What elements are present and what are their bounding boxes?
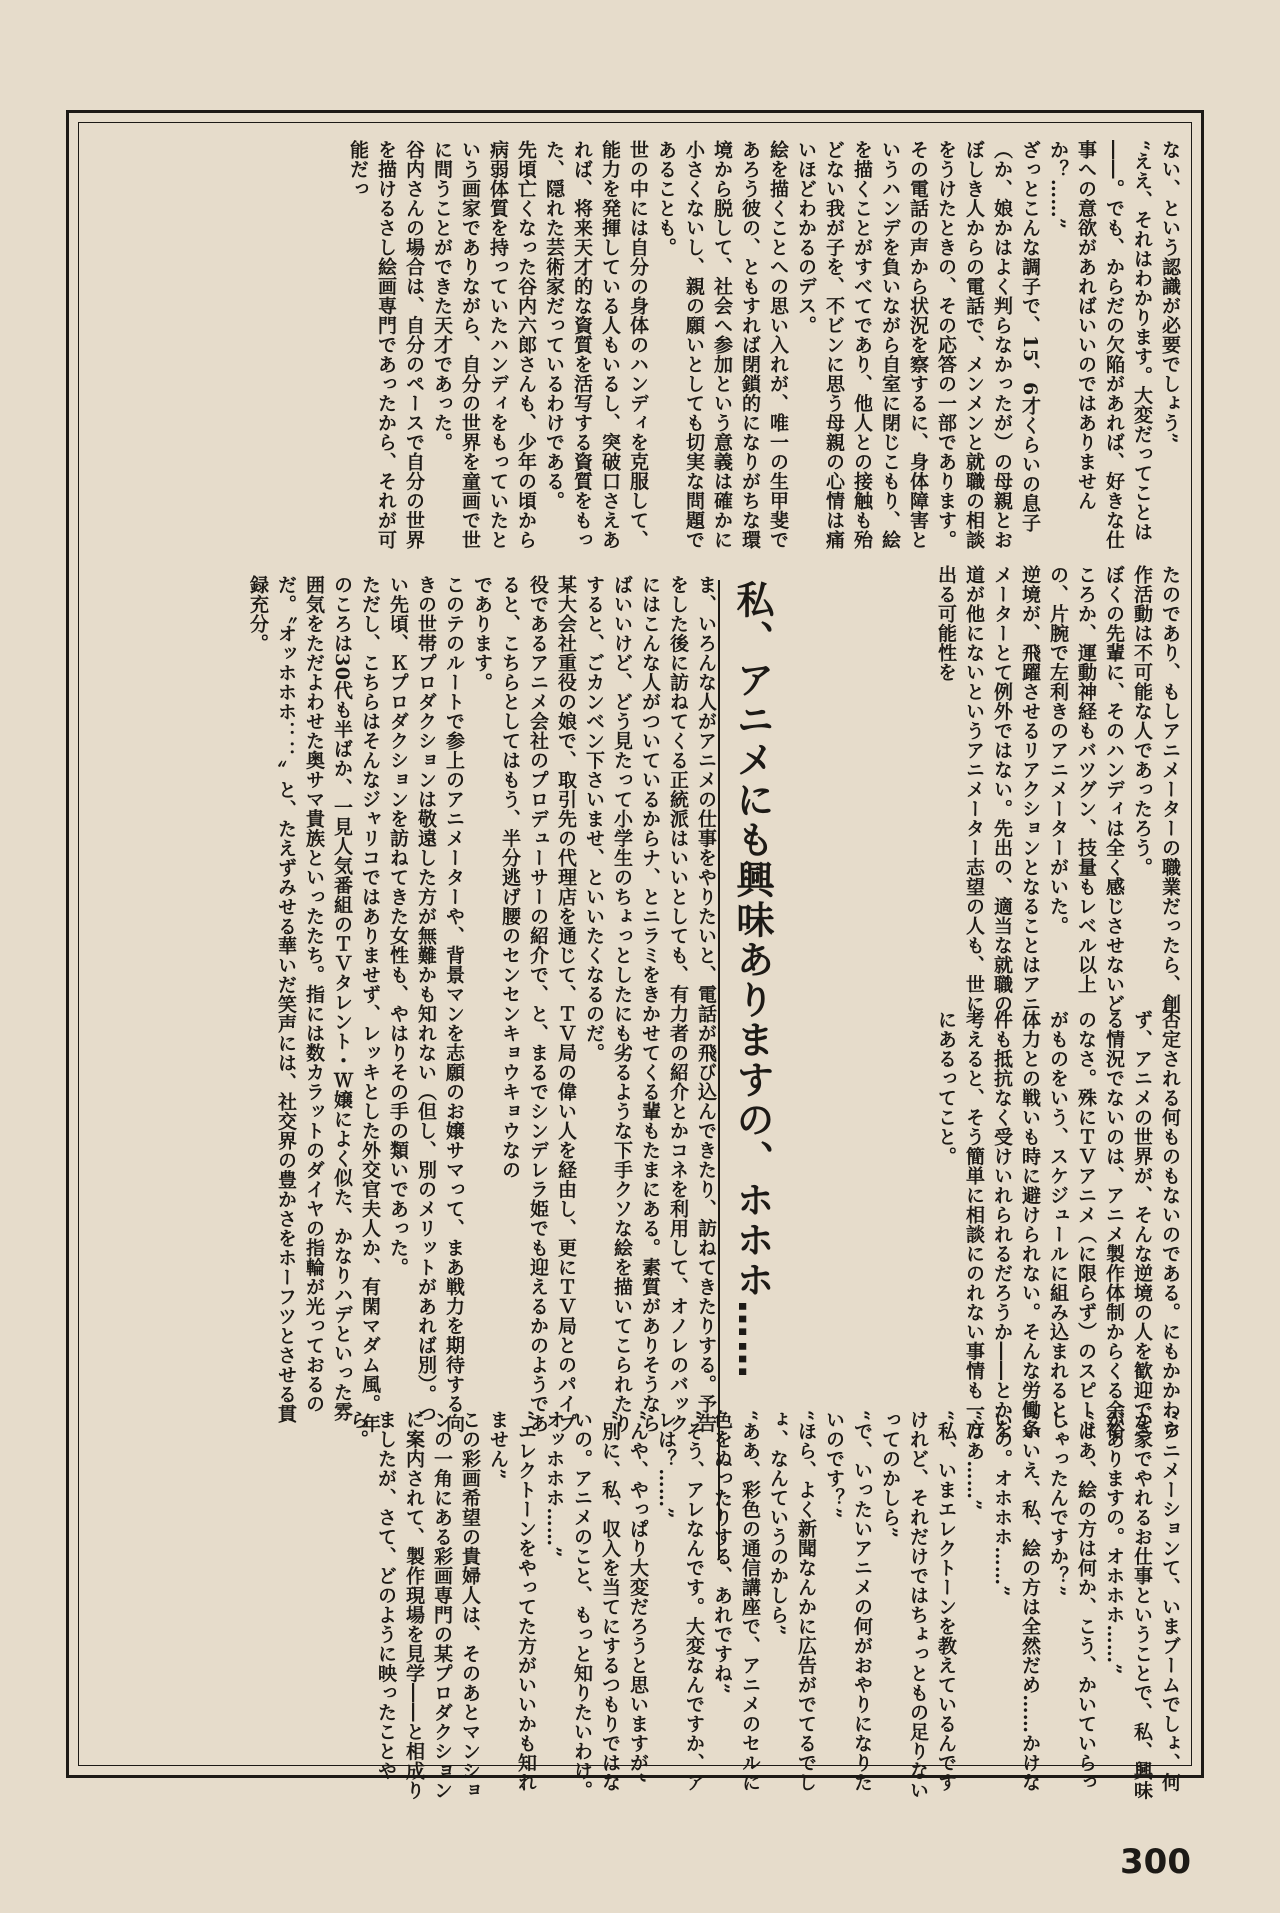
section-heading: 私、アニメにも興味ありますの、ホホホ…… [718, 580, 780, 1560]
column-mid-right-lower: 否定される何ものもないのである。にもかかわらず、アニメの世界が、そんな逆境の人を歓迎できる情況でないのは、アニメ製作体制からくる余裕のなさ。殊にＴＶアニメ（に限らず）のスピードがものをいう、スケジュールに組み込まれると、体力との戦いも時に避けられない。そんな労働条件も抵抗なく受けいれられるだろうか――とかを考えると、そう簡単に相談にのれない事情も一方にあるってこと。 [935, 1010, 1181, 1439]
column-mid-left: ま、いろんな人がアニメの仕事をやりたいと、電話が飛び込んできたり、訪ねてきたりする。予告をした後に訪ねてくる正統派はいいとしても、有力者の紹介とかコネを利用して、オノレのバックにはこんな人がついているからナ、とニラミをきかせてくる輩もたまにある。素質がありそうならばいいけど、どう見たって小学生のちょっとしたにも劣るような下手クソな絵を描いてこられたりすると、ごカンベン下さいませ、といいたくなるのだ。 某大会社重役の娘で、取引先の代理店を通じて、ＴＶ局の偉い人を経由し、更にＴＶ局とのパイプ役であるアニメ会社のプロデューサーの紹介で、と、まるでシンデレラ姫でも迎えるかのようであると、こちらとしてはもう、半分逃げ腰のセンセンキョウキョウなの であります。 このテのルートで参上のアニメーターや、背景マンを志願のお嬢サマって、まあ戦力を期待する向きの世帯プロダクションは敬遠した方が無難かも知れない（但し、別のメリットがあれば別）。つい先頃、Ｋプロダクションを訪ねてきた女性も、やはりその手の類いであった。 ただし、こちらはそんなジャリコではありませず、レッキとした外交官夫人か、有閑マダム風。年のころは30代も半ばか、一見人気番組のＴＶタレント・Ｗ嬢によく似た、かなりハデといった雰囲気をただよわせた奥サマ貴族といったたち。指には数カラットのダイヤの指輪が光っておるのだ。〝オッホホホ：：〟と、たえずみせる華いだ笑声には、社交界の豊かさをホーフツとさせる貫録充分。 [247, 575, 717, 1433]
column-mid-right-upper: たのであり、もしアニメーターの職業だったら、創作活動は不可能な人であったろう。 ぼくの先輩に、そのハンディは全く感じさせないどころか、運動神経もバツグン、技量もレベル以上の、片腕で左利きのアニメーターがいた。 逆境が、飛躍させるリアクションとなることはアニメーターとて例外ではない。先出の、適当な就職の道が他にないというアニメーター志望の人も、世に出る可能性を [935, 565, 1181, 1014]
column-top-right: ない、という認識が必要でしょう” “ええ、それはわかります。大変だってことは――。でも、からだの欠陥があれば、好きな仕事への意欲があればいいのではありませんか？……” ざっとこんな調子で、15、6才くらいの息子（か、娘かはよく判らなかったが）の母親とおぼしき人からの電話で、メンメンと就職の相談をうけたときの、その応答の一部であります。 その電話の声から状況を察するに、身体障害というハンデを負いながら自室に閉じこもり、絵を描くことがすべてであり、他人との接触も殆どない我が子を、不ビンに思う母親の心情は痛いほどわかるのデス。 絵を描くことへの思い入れが、唯一の生甲斐であろう彼の、ともすれば閉鎖的になりがちな環境から脱して、社会へ参加という意義は確かに小さくないし、親の願いとしても切実な問題であることも。 世の中には自分の身体のハンディを克服して、能力を発揮している人もいるし、突破口さえあれば、将来天才的な資質を活写する資質をもった、隠れた芸術家だっているわけである。 先頃亡くなった谷内六郎さんも、少年の頃から病弱体質を持っていたハンディをもっていたという画家でありながら、自分の世界を童画で世に問うことができた天才であった。 谷内さんの場合は、自分のペースで自分の世界を描けるさし絵画専門であったから、それが可能だっ [347, 140, 1181, 550]
column-bottom: “アニメーションて、いまブームでしょ、何か家でやれるお仕事ということで、私、興味がありますの。オホホホ……” “はあ、絵の方は何か、こう、かいていらっしゃったんですか？” “いいえ、私、絵の方は全然だめ……かけないの。オホホホ……” “はあ……” “私、いまエレクトーンを教えているんですけれど、それだけではちょっともの足りないってのかしら” “で、いったいアニメの何がおやりになりたいのです？” “ほら、よく新聞なんかに広告がでてるでしょ、なんていうのかしら” “ああ、彩色の通信講座で、アニメのセルに色をぬったりする、あれですね” “そう、アレなんです。大変なんですか、アレは？……” “んや、やっぱり大変だろうと思いますが” “別に、私、収入を当てにするつもりではないの。アニメのこと、もっと知りたいわけ。オッホホホ……” “エレクトーンをやってた方がいいかも知れません” この彩画希望の貴婦人は、そのあとマンションの一角にある彩画専門の某プロダクションに案内されて、製作現場を見学――と相成りましたが、さて、どのように映ったことやら。 [347, 1410, 1181, 1800]
page-number: 300 [1120, 1842, 1191, 1882]
